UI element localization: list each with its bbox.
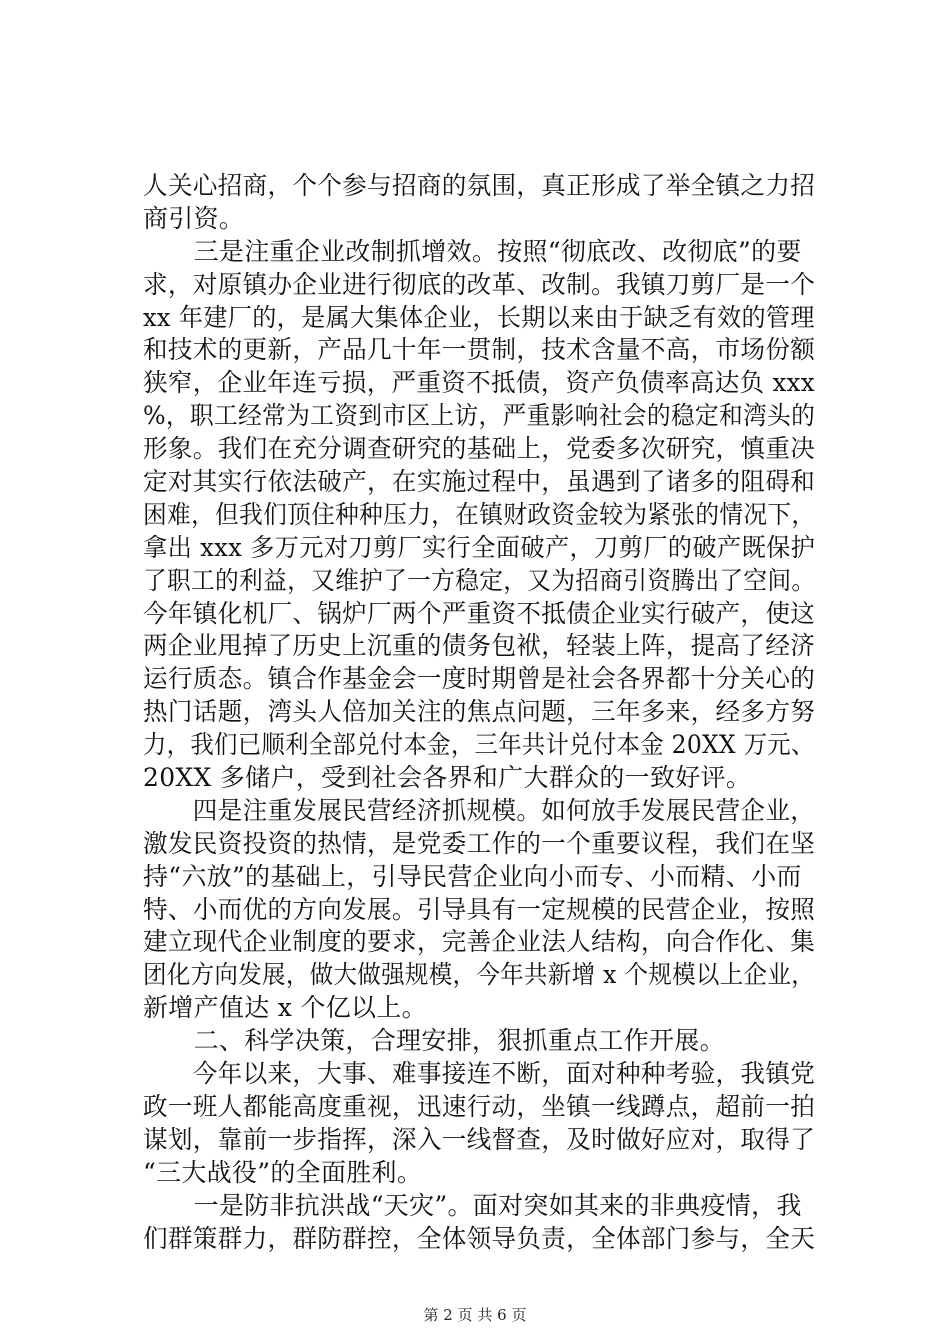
text-line: 团化方向发展，做大做强规模，今年共新增 x 个规模以上企业， <box>143 960 815 990</box>
text-line: 形象。我们在充分调查研究的基础上，党委多次研究，慎重决 <box>143 434 816 464</box>
text-line: 二、科学决策，合理安排，狠抓重点工作开展。 <box>143 1026 725 1056</box>
text-line: 两企业甩掉了历史上沉重的债务包袱，轻装上阵，提高了经济 <box>143 631 816 661</box>
text-line: 热门话题，湾头人倍加关注的焦点问题，三年多来，经多方努 <box>143 697 816 727</box>
text-line: 了职工的利益，又维护了一方稳定，又为招商引资腾出了空间。 <box>143 565 816 595</box>
text-line: 今年以来，大事、难事接连不断，面对种种考验，我镇党 <box>143 1059 816 1089</box>
text-line: “三大战役”的全面胜利。 <box>143 1157 423 1187</box>
text-line: 力，我们已顺利全部兑付本金，三年共计兑付本金 20XX 万元、 <box>143 730 815 760</box>
text-line: 三是注重企业改制抓增效。按照“彻底改、改彻底”的要 <box>143 236 802 266</box>
text-line: 拿出 xxx 多万元对刀剪厂实行全面破产，刀剪厂的破产既保护 <box>143 532 816 562</box>
text-line: 定对其实行依法破产，在实施过程中，虽遇到了诸多的阻碍和 <box>143 467 816 497</box>
text-line: 谋划，靠前一步指挥，深入一线督查，及时做好应对，取得了 <box>143 1124 816 1154</box>
text-line: 运行质态。镇合作基金会一度时期曾是社会各界都十分关心的 <box>143 664 816 694</box>
text-line: 持“六放”的基础上，引导民营企业向小而专、小而精、小而 <box>143 861 802 891</box>
text-line: 新增产值达 x 个亿以上。 <box>143 993 427 1023</box>
body-text <box>143 170 815 1255</box>
text-line: 求，对原镇办企业进行彻底的改革、改制。我镇刀剪厂是一个 <box>143 269 816 299</box>
text-line: 20XX 多储户，受到社会各界和广大群众的一致好评。 <box>143 763 752 793</box>
text-line: 和技术的更新，产品几十年一贯制，技术含量不高，市场份额 <box>143 335 816 365</box>
text-line: 们群策群力，群防群控，全体领导负责，全体部门参与，全天 <box>143 1223 816 1253</box>
text-line: xx 年建厂的，是属大集体企业，长期以来由于缺乏有效的管理 <box>143 302 815 332</box>
page-footer: 第 2 页 共 6 页 <box>423 1306 527 1324</box>
text-line: 商引资。 <box>143 203 245 233</box>
text-line: 政一班人都能高度重视，迅速行动，坐镇一线蹲点，超前一拍 <box>143 1091 816 1121</box>
text-line: 困难，但我们顶住种种压力，在镇财政资金较为紧张的情况下， <box>143 499 816 529</box>
text-line: %，职工经常为工资到市区上访，严重影响社会的稳定和湾头的 <box>143 401 816 431</box>
text-line: 今年镇化机厂、锅炉厂两个严重资不抵债企业实行破产，使这 <box>143 598 816 628</box>
text-line: 特、小而优的方向发展。引导具有一定规模的民营企业，按照 <box>143 894 816 924</box>
text-line: 狭窄，企业年连亏损，严重资不抵债，资产负债率高达负 xxx <box>143 368 815 398</box>
text-line: 一是防非抗洪战“天灾”。面对突如其来的非典疫情，我 <box>143 1190 802 1220</box>
text-line: 建立现代企业制度的要求，完善企业法人结构，向合作化、集 <box>143 927 816 957</box>
text-line: 激发民资投资的热情，是党委工作的一个重要议程，我们在坚 <box>143 828 816 858</box>
text-line: 四是注重发展民营经济抓规模。如何放手发展民营企业， <box>143 795 816 825</box>
text-line: 人关心招商，个个参与招商的氛围，真正形成了举全镇之力招 <box>143 171 816 200</box>
